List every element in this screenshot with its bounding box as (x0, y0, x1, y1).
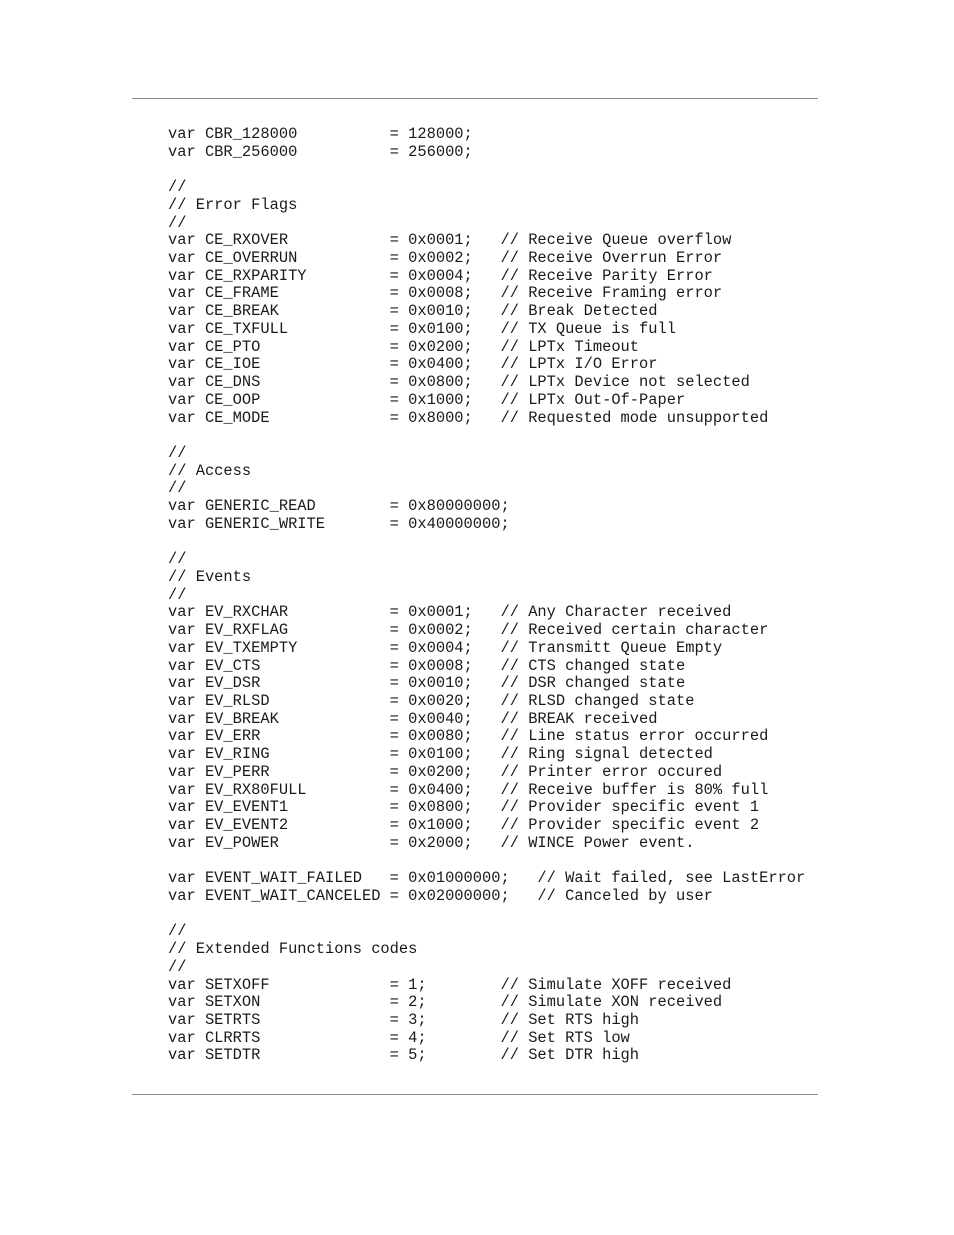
code-line: // (168, 443, 187, 462)
code-line: var EV_PERR = 0x0200; // Printer error occured (168, 762, 723, 781)
code-line: var GENERIC_WRITE = 0x40000000; (168, 514, 510, 533)
code-line: // (168, 922, 187, 941)
code-line: var EV_RLSD = 0x0020; // RLSD changed state (168, 692, 695, 710)
code-line: var SETRTS = 3; // Set RTS high (168, 1010, 640, 1029)
code-line: var CE_RXPARITY = 0x0004; // Receive Parity Error (168, 266, 713, 285)
code-line: var EV_RXFLAG = 0x0002; // Received certain character (168, 621, 769, 640)
code-line: // Extended Functions codes (168, 940, 418, 959)
code-line: var CE_FRAME = 0x0008; // Receive Framing error (168, 284, 723, 303)
footer-rule (132, 1094, 818, 1095)
code-line: var CE_TXFULL = 0x0100; // TX Queue is full (168, 319, 676, 338)
code-line: var CE_PTO = 0x0200; // LPTx Timeout (168, 337, 640, 356)
code-line: // (168, 957, 187, 976)
code-line: // (168, 550, 187, 569)
code-line: // Access (168, 461, 252, 480)
code-line: // (168, 585, 187, 604)
code-line: var EVENT_WAIT_CANCELED = 0x02000000; // Canceled by user (168, 886, 713, 905)
code-line (168, 161, 805, 179)
code-line (168, 534, 805, 552)
code-line: var EV_RXCHAR = 0x0001; // Any Character received (168, 603, 732, 622)
code-line: var EV_RX80FULL = 0x0400; // Receive buffer is 80% full (168, 780, 769, 799)
code-line: var SETDTR = 5; // Set DTR high (168, 1046, 640, 1065)
code-line: var CE_MODE = 0x8000; // Requested mode unsupported (168, 408, 769, 427)
code-line: var EV_EVENT1 = 0x0800; // Provider specific event 1 (168, 798, 760, 817)
code-line: var EV_RING = 0x0100; // Ring signal detected (168, 745, 713, 764)
code-line: var SETXON = 2; // Simulate XON received (168, 993, 723, 1012)
code-line: var CE_BREAK = 0x0010; // Break Detected (168, 302, 658, 321)
code-line (168, 427, 805, 445)
code-line: // (168, 479, 187, 498)
code-listing (168, 126, 805, 1065)
code-line: var EV_CTS = 0x0008; // CTS changed state (168, 656, 686, 675)
code-line: var CBR_128000 = 128000; (168, 125, 473, 143)
code-line (168, 906, 805, 924)
code-line: var CE_OVERRUN = 0x0002; // Receive Overrun Error (168, 249, 723, 268)
code-line (168, 852, 805, 870)
code-line: var SETXOFF = 1; // Simulate XOFF received (168, 975, 732, 994)
code-line: var CBR_256000 = 256000; (168, 142, 473, 161)
code-line: var CE_DNS = 0x0800; // LPTx Device not selected (168, 373, 750, 392)
code-line: var CE_IOE = 0x0400; // LPTx I/O Error (168, 355, 658, 374)
code-line: var EVENT_WAIT_FAILED = 0x01000000; // Wait failed, see LastError (168, 869, 806, 888)
code-line: var CLRRTS = 4; // Set RTS low (168, 1028, 630, 1047)
code-line: var CE_RXOVER = 0x0001; // Receive Queue overflow (168, 231, 732, 250)
code-line: var GENERIC_READ = 0x80000000; (168, 497, 510, 516)
code-line: var EV_DSR = 0x0010; // DSR changed state (168, 674, 686, 693)
code-line: // (168, 178, 187, 197)
code-line: var EV_TXEMPTY = 0x0004; // Transmitt Queue Empty (168, 638, 723, 657)
code-line: // Error Flags (168, 195, 298, 214)
header-rule (132, 98, 818, 99)
code-line: var EV_EVENT2 = 0x1000; // Provider specific event 2 (168, 816, 760, 835)
code-line: var CE_OOP = 0x1000; // LPTx Out-Of-Paper (168, 390, 686, 409)
code-line: var EV_ERR = 0x0080; // Line status error occurred (168, 727, 769, 746)
code-line: // (168, 213, 187, 232)
code-line: var EV_POWER = 0x2000; // WINCE Power event. (168, 833, 695, 852)
code-line: var EV_BREAK = 0x0040; // BREAK received (168, 709, 658, 728)
code-line: // Events (168, 567, 252, 586)
